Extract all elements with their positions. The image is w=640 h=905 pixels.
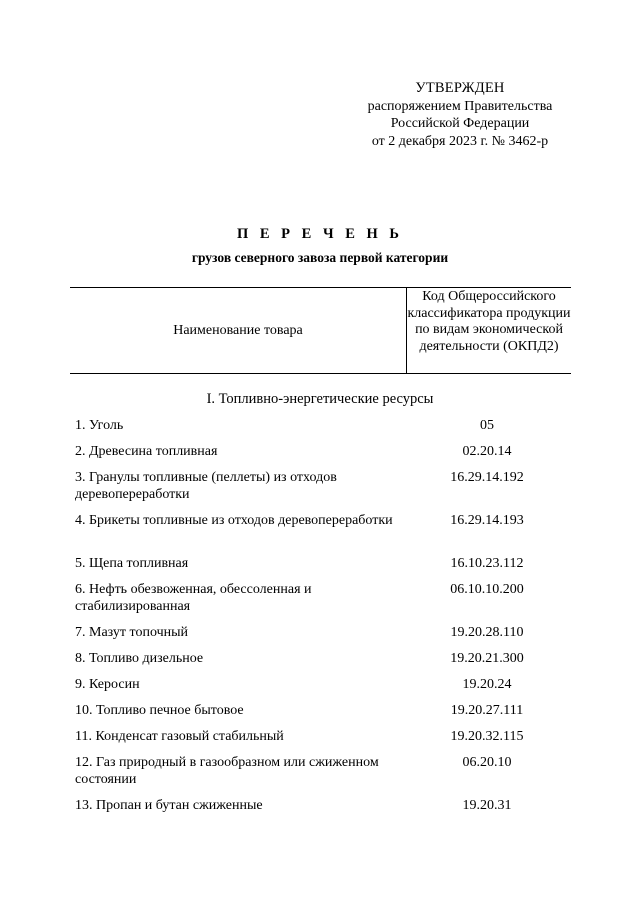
row-code: 06.10.10.200: [450, 582, 524, 597]
section-title: I. Топливно-энергетические ресурсы: [206, 391, 434, 407]
row-code: 05: [480, 418, 494, 433]
approval-title: УТВЕРЖДЕН: [415, 80, 505, 96]
row-name: 9. Керосин: [75, 677, 140, 692]
row-name: 10. Топливо печное бытовое: [75, 703, 244, 718]
header-okpd2-code: Код Общероссийского классификатора продукции по видам экономической деятельности (ОКПД2): [407, 289, 571, 354]
row-name: 6. Нефть обезвоженная, обессоленная и стабилизированная: [75, 582, 312, 614]
row-code: 19.20.27.111: [450, 703, 524, 718]
row-name: 8. Топливо дизельное: [75, 651, 204, 666]
table-header: [70, 287, 571, 374]
row-code: 16.10.23.112: [450, 556, 524, 571]
row-code: 16.29.14.192: [450, 470, 524, 485]
document-title: П Е Р Е Ч Е Н Ь: [236, 226, 404, 242]
header-product-name-label: Наименование товара: [173, 322, 303, 338]
row-code: 19.20.21.300: [450, 651, 524, 666]
row-name: 4. Брикеты топливные из отходов деревопереработки: [75, 513, 393, 528]
approval-block: [340, 80, 580, 150]
row-code: 19.20.32.115: [450, 729, 524, 744]
row-name: 7. Мазут топочный: [75, 625, 189, 640]
approval-line-2: Российской Федерации: [390, 116, 530, 131]
header-product-name: [70, 288, 407, 373]
document-subtitle: грузов северного завоза первой категории: [191, 250, 449, 265]
row-code: 19.20.28.110: [450, 625, 524, 640]
row-name: 13. Пропан и бутан сжиженные: [75, 798, 263, 813]
row-name: 5. Щепа топливная: [75, 556, 189, 571]
row-code: 02.20.14: [462, 444, 512, 459]
row-code: 19.20.24: [462, 677, 512, 692]
approval-line-3: от 2 декабря 2023 г. № 3462-р: [371, 133, 549, 149]
row-name: 11. Конденсат газовый стабильный: [75, 729, 284, 744]
row-name: 3. Гранулы топливные (пеллеты) из отходов деревопереработки: [75, 470, 337, 502]
row-code: 06.20.10: [462, 755, 512, 770]
row-name: 2. Древесина топливная: [75, 444, 218, 459]
row-name: 12. Газ природный в газообразном или сжиженном состоянии: [75, 755, 379, 787]
approval-line-1: распоряжением Правительства: [367, 98, 553, 114]
row-code: 19.20.31: [462, 798, 512, 813]
row-code: 16.29.14.193: [450, 513, 524, 528]
row-name: 1. Уголь: [75, 418, 124, 433]
